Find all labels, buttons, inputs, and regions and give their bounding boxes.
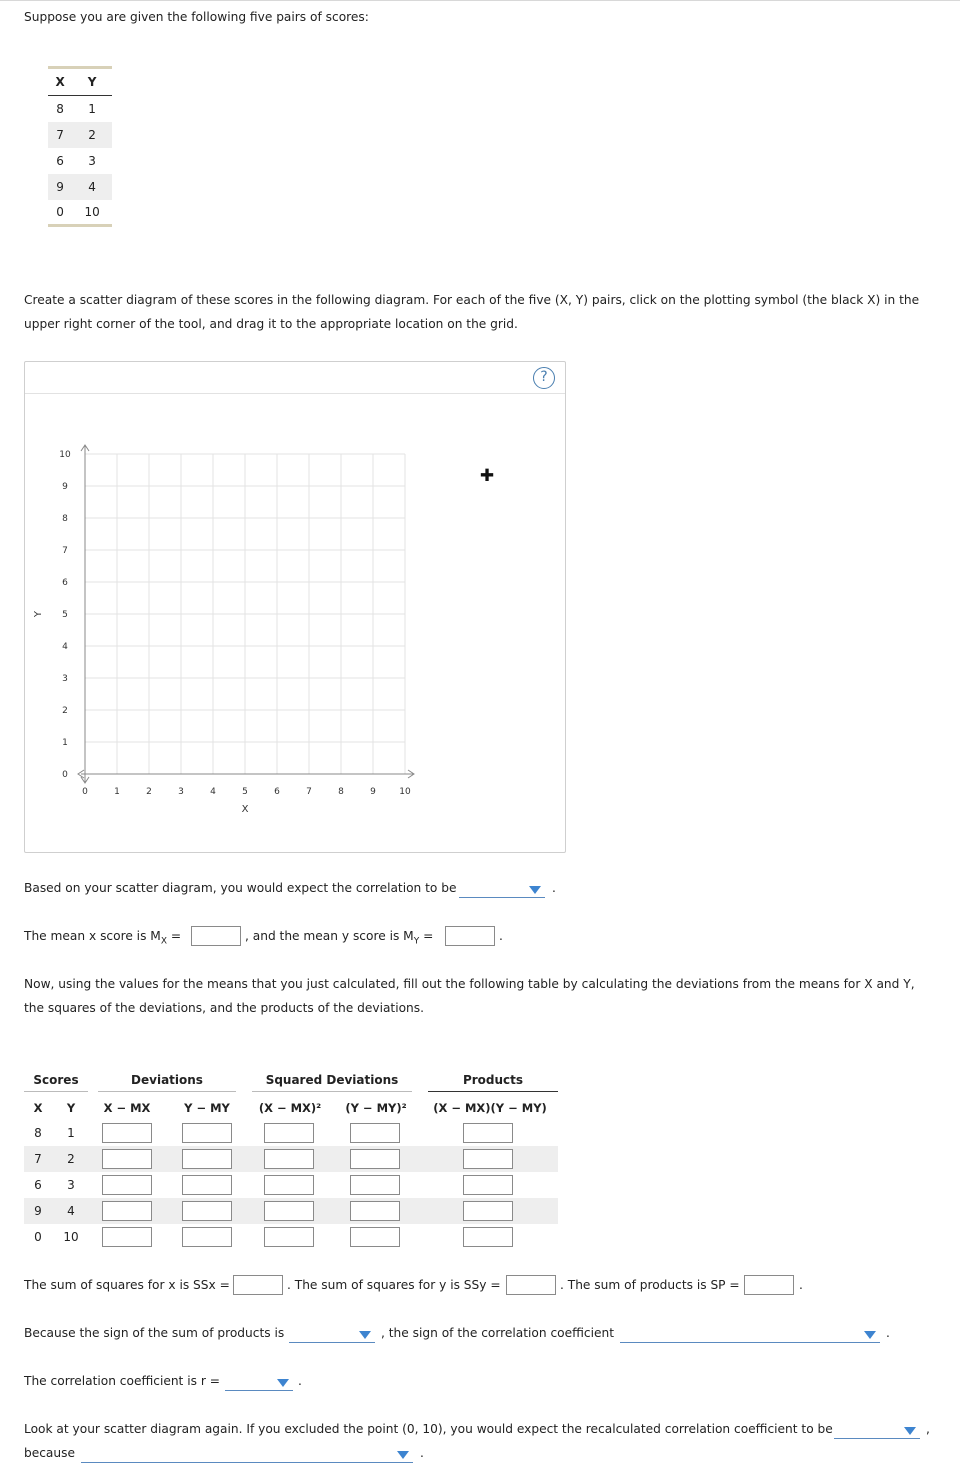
y-dev-input[interactable] xyxy=(182,1149,232,1169)
pair-x: 9 xyxy=(48,174,72,200)
mean-x-label xyxy=(24,929,181,946)
question-circle-icon[interactable]: ? xyxy=(533,367,555,389)
correlation-expect-text: Based on your scatter diagram, you would expect the correlation to be xyxy=(24,881,457,895)
top-divider xyxy=(0,0,960,1)
sign-text: Because the sign of the sum of products is xyxy=(24,1326,285,1340)
product-input[interactable] xyxy=(463,1201,513,1221)
r-dropdown[interactable] xyxy=(225,1373,293,1391)
y-tick-label: 10 xyxy=(59,450,71,460)
x-dev-input[interactable] xyxy=(102,1123,152,1143)
y-tick-label: 3 xyxy=(62,674,68,684)
col-x-sq: (X − MX)² xyxy=(258,1101,322,1115)
y-dev-input[interactable] xyxy=(182,1175,232,1195)
instruction-text: Create a scatter diagram of these scores in the following diagram. For each of the five (X, Y) pairs, click on the plotting symbol (the black X) in the upper right corner of the tool, and drag it to the appropriate location on the grid. xyxy=(24,293,920,331)
x-tick-label: 5 xyxy=(242,787,248,797)
y-tick-label: 5 xyxy=(62,610,68,620)
dev-y: 2 xyxy=(67,1152,75,1166)
mean-y-sub: Y xyxy=(413,936,420,947)
exclude-dropdown[interactable] xyxy=(834,1421,920,1439)
pair-y: 3 xyxy=(72,148,112,174)
exclude-text: Look at your scatter diagram again. If you excluded the point (0, 10), you would expect the recalculated correlation coefficient to be xyxy=(24,1422,833,1436)
x-tick-label: 3 xyxy=(178,787,184,797)
x-tick-label: 1 xyxy=(114,787,120,797)
x-tick-label: 9 xyxy=(370,787,376,797)
correlation-expect-dropdown[interactable] xyxy=(459,880,545,898)
y-tick-label: 2 xyxy=(62,706,68,716)
pairs-table xyxy=(48,66,112,227)
group-squared: Squared Deviations xyxy=(252,1068,412,1092)
group-deviations: Deviations xyxy=(98,1068,236,1092)
y-tick-label: 0 xyxy=(62,770,68,780)
group-scores: Scores xyxy=(24,1068,88,1092)
y-sq-input[interactable] xyxy=(350,1175,400,1195)
because-period: . xyxy=(420,1446,424,1460)
sp-label: . The sum of products is SP = xyxy=(560,1278,740,1292)
r-text: The correlation coefficient is r = xyxy=(24,1374,220,1388)
ssy-input[interactable] xyxy=(506,1275,556,1295)
dev-x: 8 xyxy=(34,1126,42,1140)
y-tick-label: 7 xyxy=(62,546,68,556)
y-dev-input[interactable] xyxy=(182,1227,232,1247)
col-x-dev: X − MX xyxy=(103,1101,151,1115)
col-product: (X − MX)(Y − MY) xyxy=(433,1101,547,1115)
dev-x: 6 xyxy=(34,1178,42,1192)
pair-y: 2 xyxy=(72,122,112,148)
table-row xyxy=(24,1146,558,1172)
x-sq-input[interactable] xyxy=(264,1123,314,1143)
x-dev-input[interactable] xyxy=(102,1227,152,1247)
mean-x-input[interactable] xyxy=(191,926,241,946)
dev-x: 0 xyxy=(34,1230,42,1244)
dev-y: 10 xyxy=(63,1230,79,1244)
x-dev-input[interactable] xyxy=(102,1201,152,1221)
scatter-tool[interactable] xyxy=(24,361,566,853)
pair-x: 8 xyxy=(48,96,72,122)
because-dropdown[interactable] xyxy=(81,1445,413,1463)
product-input[interactable] xyxy=(463,1175,513,1195)
x-dev-input[interactable] xyxy=(102,1149,152,1169)
y-tick-label: 8 xyxy=(62,514,68,524)
y-dev-input[interactable] xyxy=(182,1201,232,1221)
mean-y-label xyxy=(245,929,433,946)
y-tick-label: 1 xyxy=(62,738,68,748)
dev-x: 7 xyxy=(34,1152,42,1166)
table-row xyxy=(24,1172,558,1198)
table-row xyxy=(24,1198,558,1224)
mean-y-input[interactable] xyxy=(445,926,495,946)
sp-input[interactable] xyxy=(744,1275,794,1295)
because-text: because xyxy=(24,1446,75,1460)
col-x: X xyxy=(33,1101,43,1115)
table-row xyxy=(48,148,112,174)
sign-mid-text: , the sign of the correlation coefficient xyxy=(381,1326,614,1340)
intro-text: Suppose you are given the following five pairs of scores: xyxy=(24,10,369,24)
x-sq-input[interactable] xyxy=(264,1149,314,1169)
ssx-input[interactable] xyxy=(233,1275,283,1295)
fill-table-text: Now, using the values for the means that you just calculated, fill out the following table by calculating the deviations from the means for X and Y, the squares of the deviations, and the products of the deviations. xyxy=(24,977,915,1015)
pairs-header-x: X xyxy=(55,75,65,89)
scatter-chart[interactable] xyxy=(25,362,565,852)
exclude-comma: , xyxy=(926,1422,930,1436)
y-tick-label: 4 xyxy=(62,642,68,652)
pair-y: 10 xyxy=(72,200,112,226)
x-tick-label: 4 xyxy=(210,787,216,797)
col-y: Y xyxy=(66,1101,76,1115)
x-tick-label: 10 xyxy=(399,787,411,797)
table-row xyxy=(24,1224,558,1250)
table-row xyxy=(48,174,112,200)
mean-x-prefix: The mean x score is M xyxy=(24,929,161,943)
dev-y: 4 xyxy=(67,1204,75,1218)
pair-y: 4 xyxy=(72,174,112,200)
pair-y: 1 xyxy=(72,96,112,122)
pair-x: 0 xyxy=(48,200,72,226)
correlation-expect-period: . xyxy=(552,881,556,895)
y-sq-input[interactable] xyxy=(350,1149,400,1169)
mean-y-eq: = xyxy=(423,929,434,943)
y-tick-label: 6 xyxy=(62,578,68,588)
x-dev-input[interactable] xyxy=(102,1175,152,1195)
pairs-header-y: Y xyxy=(87,75,97,89)
col-y-dev: Y − MY xyxy=(184,1101,230,1115)
means-period: . xyxy=(499,929,503,943)
x-tick-label: 8 xyxy=(338,787,344,797)
dev-x: 9 xyxy=(34,1204,42,1218)
x-sq-input[interactable] xyxy=(264,1201,314,1221)
product-input[interactable] xyxy=(463,1227,513,1247)
y-dev-input[interactable] xyxy=(182,1123,232,1143)
y-tick-label: 9 xyxy=(62,482,68,492)
table-row xyxy=(24,1120,558,1146)
mean-y-prefix: , and the mean y score is M xyxy=(245,929,414,943)
sums-period: . xyxy=(799,1278,803,1292)
sign-r-dropdown[interactable] xyxy=(620,1325,880,1343)
pair-x: 7 xyxy=(48,122,72,148)
table-row xyxy=(48,122,112,148)
r-period: . xyxy=(298,1374,302,1388)
x-sq-input[interactable] xyxy=(264,1227,314,1247)
col-y-sq: (Y − MY)² xyxy=(345,1101,407,1115)
mean-x-eq: = xyxy=(170,929,182,943)
ssx-label: The sum of squares for x is SSx = xyxy=(24,1278,230,1292)
ssy-label: . The sum of squares for y is SSy = xyxy=(287,1278,501,1292)
plus-icon[interactable]: ✚ xyxy=(479,466,495,486)
product-input[interactable] xyxy=(463,1123,513,1143)
sign-sp-dropdown[interactable] xyxy=(289,1325,375,1343)
x-axis-label: X xyxy=(241,804,249,815)
table-row xyxy=(48,96,112,122)
x-tick-label: 6 xyxy=(274,787,280,797)
group-products: Products xyxy=(428,1068,558,1092)
x-tick-label: 7 xyxy=(306,787,312,797)
x-tick-label: 2 xyxy=(146,787,152,797)
x-tick-label: 0 xyxy=(82,787,88,797)
y-sq-input[interactable] xyxy=(350,1227,400,1247)
table-row xyxy=(48,200,112,226)
pair-x: 6 xyxy=(48,148,72,174)
y-sq-input[interactable] xyxy=(350,1123,400,1143)
mean-x-sub: X xyxy=(160,936,167,947)
y-sq-input[interactable] xyxy=(350,1201,400,1221)
dev-y: 1 xyxy=(67,1126,75,1140)
product-input[interactable] xyxy=(463,1149,513,1169)
y-axis-label: Y xyxy=(33,610,44,618)
sign-period: . xyxy=(886,1326,890,1340)
dev-y: 3 xyxy=(67,1178,75,1192)
x-sq-input[interactable] xyxy=(264,1175,314,1195)
